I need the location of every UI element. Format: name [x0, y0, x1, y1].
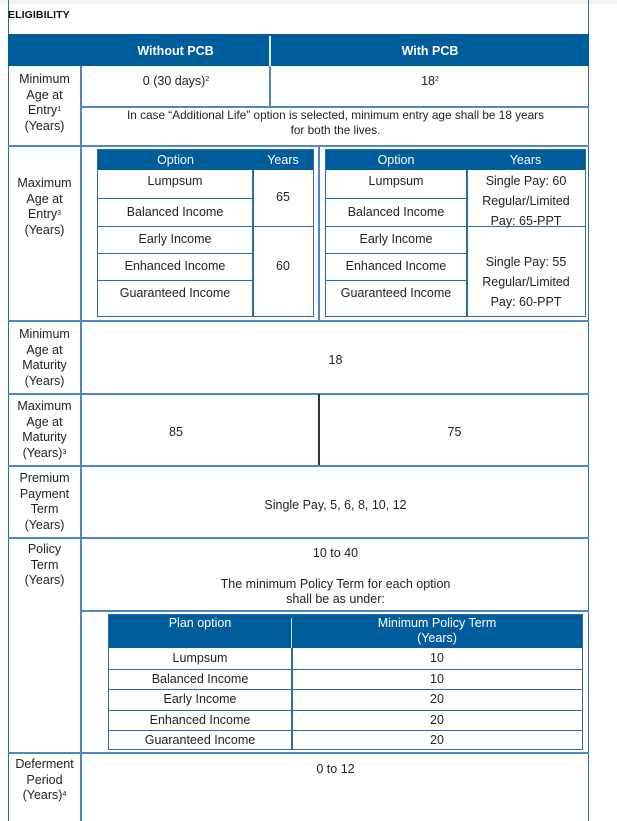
additional-life-note [82, 108, 589, 138]
min-age-entry-with [271, 73, 589, 89]
header-without-pcb: Without PCB [137, 44, 214, 58]
value-text: 0 (30 days) [142, 74, 206, 88]
label-min-age-maturity [8, 327, 81, 389]
years-value: 65 [276, 190, 290, 204]
option-cell: Early Income [359, 232, 433, 246]
footnote-ref: 2 [435, 76, 439, 83]
plan-option-cell: Guaranteed Income [144, 733, 256, 747]
row-divider [8, 537, 589, 539]
label-min-age-entry [8, 72, 81, 134]
nested-row-divider [98, 253, 252, 254]
label-line: Policy [27, 542, 62, 556]
min-policy-term-table [108, 614, 583, 750]
header-plan-option: Plan option [168, 616, 232, 630]
label-line [8, 788, 81, 804]
option-cell: Lumpsum [147, 174, 203, 188]
row-subdivider [81, 610, 589, 612]
option-cell: Lumpsum [368, 174, 424, 188]
years-value: 60 [276, 259, 290, 273]
note-line: In case “Additional Life” option is selected, minimum entry age shall be 18 years [126, 108, 545, 122]
nested-row-divider [98, 198, 252, 199]
option-cell: Enhanced Income [124, 259, 226, 273]
nested-row-divider [98, 280, 252, 281]
label-text: (Years) [22, 788, 63, 802]
years-line: Pay: 65-PPT [490, 214, 562, 228]
premium-payment-term-value: Single Pay, 5, 6, 8, 10, 12 [264, 498, 407, 512]
min-age-maturity-value: 18 [328, 353, 343, 367]
label-line: Maturity [22, 430, 67, 444]
option-cell: Early Income [138, 232, 212, 246]
header-line: (Years) [417, 631, 457, 645]
row-divider [8, 393, 589, 395]
label-line: Minimum [19, 327, 70, 341]
label-line [8, 103, 81, 119]
nested-row-divider [326, 280, 466, 281]
policy-term-value: 10 to 40 [312, 546, 359, 560]
years-value-group2 [467, 252, 585, 312]
label-line: Maturity [22, 358, 67, 372]
label-line: (Years) [24, 517, 65, 532]
option-cell: Guaranteed Income [119, 286, 231, 300]
row-divider [8, 465, 589, 467]
label-line: Maximum [17, 399, 72, 413]
header-option: Option [157, 153, 194, 167]
policy-term-note [82, 577, 589, 607]
years-line: Regular/Limited [482, 275, 570, 289]
label-line: Period [26, 772, 63, 787]
years-line: Single Pay: 55 [485, 255, 567, 269]
min-term-cell: 20 [430, 733, 444, 747]
label-line: (Years) [24, 573, 65, 587]
header-min-policy-term [292, 616, 582, 646]
plan-option-cell: Lumpsum [172, 651, 228, 665]
label-line: Age at [26, 342, 63, 357]
plan-option-cell: Enhanced Income [149, 712, 251, 727]
min-age-entry-without [82, 73, 270, 89]
option-cell: Guaranteed Income [340, 286, 452, 300]
header-years: Years [267, 153, 299, 167]
years-line: Regular/Limited [482, 194, 570, 208]
max-age-maturity-with: 75 [447, 425, 462, 439]
label-line: (Years) [24, 222, 65, 237]
plan-option-cell: Early Income [163, 692, 237, 706]
label-line: Deferment [15, 757, 74, 771]
option-cell: Balanced Income [347, 205, 445, 219]
col-divider [318, 146, 320, 320]
nested-row-divider [98, 226, 313, 227]
years-line: Single Pay: 60 [485, 174, 567, 188]
note-line: The minimum Policy Term for each option [220, 577, 451, 591]
value-text: 18 [421, 74, 435, 88]
note-line: for both the lives. [290, 123, 381, 137]
section-title: ELIGIBILITY [8, 9, 70, 21]
nested-row-divider [109, 689, 582, 690]
label-policy-term [8, 542, 81, 589]
footnote-ref: 2 [205, 76, 210, 83]
nested-row-divider [326, 253, 466, 254]
min-term-cell: 10 [430, 651, 444, 665]
label-line: Minimum [19, 72, 70, 86]
label-deferment-period [8, 757, 81, 804]
label-max-age-entry [8, 176, 81, 238]
min-term-cell: 20 [430, 692, 444, 706]
label-line: Term [30, 557, 59, 572]
option-cell: Balanced Income [126, 205, 224, 219]
plan-option-cell: Balanced Income [151, 671, 249, 686]
footnote-ref: 3 [62, 448, 67, 456]
row-divider [8, 320, 589, 322]
footnote-ref: 4 [62, 791, 67, 798]
nested-row-divider [109, 710, 582, 711]
option-cell: Enhanced Income [345, 259, 447, 273]
max-age-entry-with-table [325, 149, 586, 317]
label-line: Age at [26, 414, 63, 429]
row-divider [8, 145, 589, 147]
header-with-pcb: With PCB [401, 44, 459, 58]
label-line: (Years) [24, 373, 65, 388]
row-divider [8, 752, 589, 754]
deferment-period-value: 0 to 12 [316, 762, 355, 776]
label-max-age-maturity [8, 399, 81, 461]
footnote-ref: 1 [57, 106, 62, 113]
table-header [8, 34, 589, 66]
min-term-cell: 10 [430, 671, 444, 686]
label-line: Age at [26, 87, 63, 102]
label-line: Term [30, 502, 59, 516]
header-years: Years [509, 153, 542, 167]
label-line: Premium [19, 471, 70, 485]
label-text: Entry [27, 207, 58, 221]
label-line [8, 446, 81, 462]
header-option: Option [377, 153, 415, 167]
max-age-maturity-without: 85 [169, 425, 183, 439]
nested-table-header [109, 615, 582, 648]
nested-row-divider [326, 198, 466, 199]
label-line: (Years) [24, 118, 65, 133]
max-age-entry-without-table [97, 149, 314, 317]
years-line: Pay: 60-PPT [490, 295, 562, 309]
label-line: Age at [26, 191, 63, 206]
nested-table-header [98, 150, 313, 170]
min-term-cell: 20 [430, 712, 444, 727]
nested-row-divider [109, 730, 582, 731]
header-line: Minimum Policy Term [377, 616, 497, 630]
note-line: shall be as under: [286, 592, 385, 606]
label-text: Entry [27, 103, 58, 117]
label-line [8, 207, 81, 223]
label-premium-payment-term [8, 471, 81, 533]
label-line: Payment [19, 486, 70, 501]
nested-row-divider [109, 669, 582, 670]
nested-table-header [326, 150, 585, 170]
label-text: (Years) [22, 445, 63, 460]
years-value-group1 [467, 171, 585, 231]
footnote-ref: 3 [57, 210, 62, 217]
label-line: Maximum [17, 176, 72, 190]
